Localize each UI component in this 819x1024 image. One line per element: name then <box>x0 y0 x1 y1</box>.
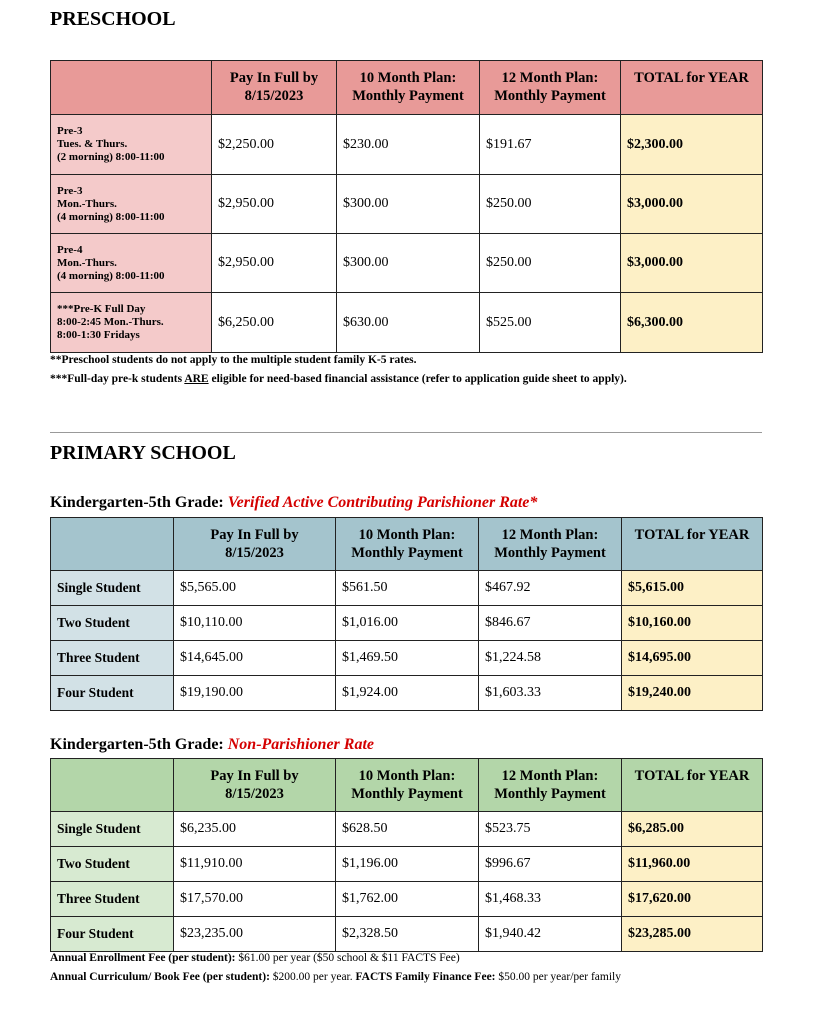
cell: $11,910.00 <box>174 847 336 882</box>
cell: $561.50 <box>336 571 479 606</box>
table-row <box>51 847 763 882</box>
row-label: Single Student <box>51 812 174 847</box>
row-label: Two Student <box>51 847 174 882</box>
row-label: Two Student <box>51 606 174 641</box>
curriculum-fee-note: Annual Curriculum/ Book Fee (per student): $200.00 per year. FACTS Family Finance Fee: $50.00 per year/per family <box>50 971 621 983</box>
table-row <box>51 917 763 952</box>
section-divider <box>50 432 762 433</box>
cell: $846.67 <box>479 606 622 641</box>
cell: $1,940.42 <box>479 917 622 952</box>
column-header: Pay In Full by 8/15/2023 <box>174 759 336 812</box>
preschool-note-2: ***Full-day pre-k students ARE eligible for need-based financial assistance (refer to application guide sheet to apply). <box>50 373 627 385</box>
cell: $6,235.00 <box>174 812 336 847</box>
table-row <box>51 234 763 293</box>
cell: $2,250.00 <box>212 115 337 175</box>
cell: $1,603.33 <box>479 676 622 711</box>
cell: $250.00 <box>480 234 621 293</box>
cell: $1,196.00 <box>336 847 479 882</box>
cell: $23,235.00 <box>174 917 336 952</box>
cell: $14,645.00 <box>174 641 336 676</box>
total-cell: $6,300.00 <box>621 293 763 353</box>
cell: $2,328.50 <box>336 917 479 952</box>
cell: $1,016.00 <box>336 606 479 641</box>
cell: $1,468.33 <box>479 882 622 917</box>
corner-cell <box>51 759 174 812</box>
total-cell: $14,695.00 <box>622 641 763 676</box>
total-cell: $5,615.00 <box>622 571 763 606</box>
cell: $1,924.00 <box>336 676 479 711</box>
preschool-note-1: **Preschool students do not apply to the multiple student family K-5 rates. <box>50 354 417 366</box>
cell: $300.00 <box>337 175 480 234</box>
preschool-title: PRESCHOOL <box>50 8 176 30</box>
cell: $1,762.00 <box>336 882 479 917</box>
parishioner-table <box>50 517 763 711</box>
corner-cell <box>51 61 212 115</box>
cell: $523.75 <box>479 812 622 847</box>
nonparishioner-heading: Kindergarten-5th Grade: Non-Parishioner Rate <box>50 736 374 753</box>
cell: $467.92 <box>479 571 622 606</box>
cell: $6,250.00 <box>212 293 337 353</box>
table-row <box>51 115 763 175</box>
cell: $630.00 <box>337 293 480 353</box>
cell: $191.67 <box>480 115 621 175</box>
enrollment-fee-note: Annual Enrollment Fee (per student): $61.00 per year ($50 school & $11 FACTS Fee) <box>50 952 460 964</box>
corner-cell <box>51 518 174 571</box>
cell: $230.00 <box>337 115 480 175</box>
table-row <box>51 676 763 711</box>
table-header-row <box>51 518 763 571</box>
cell: $19,190.00 <box>174 676 336 711</box>
cell: $2,950.00 <box>212 175 337 234</box>
cell: $10,110.00 <box>174 606 336 641</box>
cell: $996.67 <box>479 847 622 882</box>
total-cell: $3,000.00 <box>621 175 763 234</box>
cell: $1,469.50 <box>336 641 479 676</box>
table-row <box>51 293 763 353</box>
row-label: Pre-3 Mon.-Thurs. (4 morning) 8:00-11:00 <box>51 175 212 234</box>
total-cell: $17,620.00 <box>622 882 763 917</box>
column-header: 10 Month Plan: Monthly Payment <box>336 759 479 812</box>
total-cell: $2,300.00 <box>621 115 763 175</box>
cell: $1,224.58 <box>479 641 622 676</box>
table-row <box>51 571 763 606</box>
cell: $250.00 <box>480 175 621 234</box>
total-cell: $10,160.00 <box>622 606 763 641</box>
row-label: Pre-3 Tues. & Thurs. (2 morning) 8:00-11:00 <box>51 115 212 175</box>
row-label: Three Student <box>51 882 174 917</box>
total-cell: $6,285.00 <box>622 812 763 847</box>
row-label: Single Student <box>51 571 174 606</box>
nonparishioner-table <box>50 758 763 952</box>
column-header: 10 Month Plan: Monthly Payment <box>337 61 480 115</box>
column-header: Pay In Full by 8/15/2023 <box>174 518 336 571</box>
cell: $300.00 <box>337 234 480 293</box>
cell: $525.00 <box>480 293 621 353</box>
row-label: Pre-4 Mon.-Thurs. (4 morning) 8:00-11:00 <box>51 234 212 293</box>
cell: $17,570.00 <box>174 882 336 917</box>
total-cell: $23,285.00 <box>622 917 763 952</box>
total-cell: $3,000.00 <box>621 234 763 293</box>
table-row <box>51 882 763 917</box>
row-label: ***Pre-K Full Day 8:00-2:45 Mon.-Thurs. 8:00-1:30 Fridays <box>51 293 212 353</box>
table-row <box>51 641 763 676</box>
table-row <box>51 812 763 847</box>
total-cell: $11,960.00 <box>622 847 763 882</box>
table-row <box>51 175 763 234</box>
row-label: Three Student <box>51 641 174 676</box>
row-label: Four Student <box>51 676 174 711</box>
column-header: TOTAL for YEAR <box>621 61 763 115</box>
cell: $2,950.00 <box>212 234 337 293</box>
column-header: TOTAL for YEAR <box>622 759 763 812</box>
row-label: Four Student <box>51 917 174 952</box>
table-row <box>51 606 763 641</box>
cell: $5,565.00 <box>174 571 336 606</box>
column-header: TOTAL for YEAR <box>622 518 763 571</box>
table-header-row <box>51 759 763 812</box>
table-header-row <box>51 61 763 115</box>
column-header: Pay In Full by 8/15/2023 <box>212 61 337 115</box>
primary-title: PRIMARY SCHOOL <box>50 442 236 464</box>
parishioner-heading: Kindergarten-5th Grade: Verified Active Contributing Parishioner Rate* <box>50 494 538 511</box>
preschool-table <box>50 60 763 353</box>
column-header: 12 Month Plan: Monthly Payment <box>480 61 621 115</box>
column-header: 12 Month Plan: Monthly Payment <box>479 759 622 812</box>
column-header: 10 Month Plan: Monthly Payment <box>336 518 479 571</box>
total-cell: $19,240.00 <box>622 676 763 711</box>
cell: $628.50 <box>336 812 479 847</box>
column-header: 12 Month Plan: Monthly Payment <box>479 518 622 571</box>
